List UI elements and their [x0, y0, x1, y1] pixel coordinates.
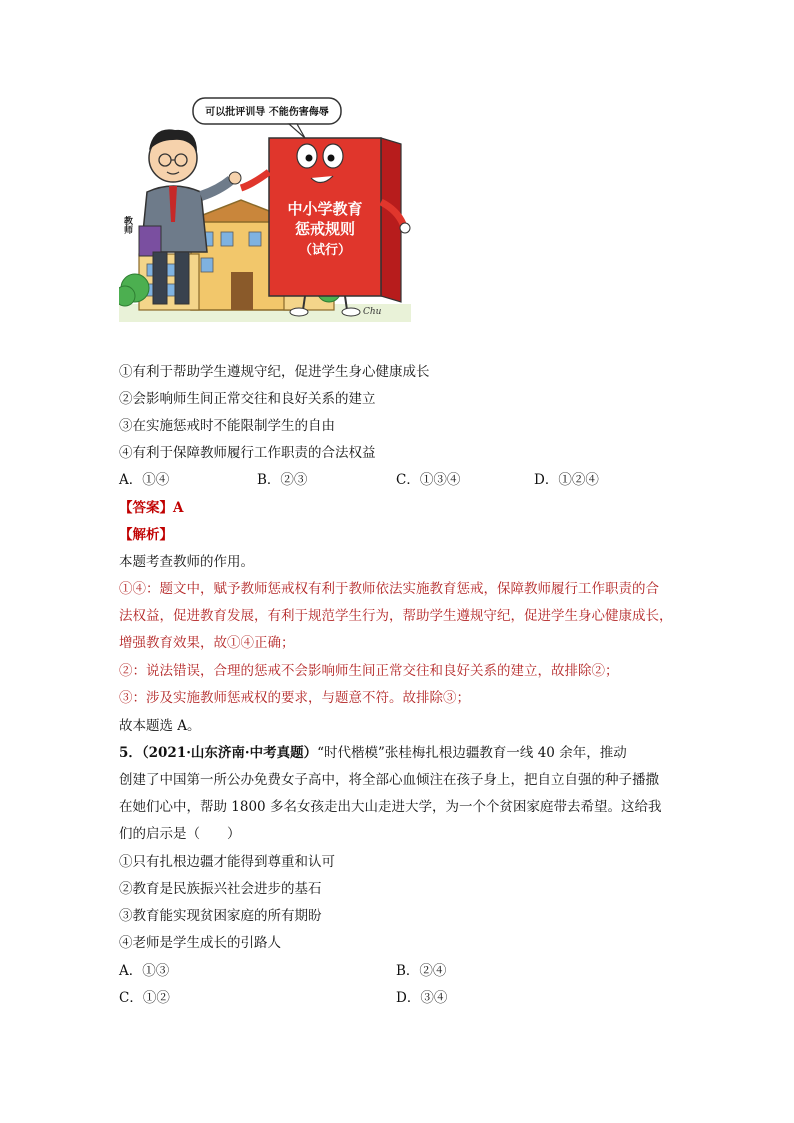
q4-analysis-line-5: ③：涉及实施教师惩戒权的要求，与题意不符。故排除③；	[119, 690, 470, 706]
q5-option-c[interactable]: C．①②	[119, 990, 170, 1006]
cartoon-illustration	[119, 92, 411, 322]
q4-conclusion: 故本题选 A。	[119, 718, 201, 734]
book-title-line-1: 中小学教育	[287, 200, 363, 218]
q4-statement-2: ②会影响师生间正常交往和良好关系的建立	[119, 391, 376, 407]
q5-statement-1: ①只有扎根边疆才能得到尊重和认可	[119, 854, 335, 870]
q5-option-d[interactable]: D．③④	[396, 990, 448, 1006]
q4-statement-1: ①有利于帮助学生遵规守纪，促进学生身心健康成长	[119, 364, 430, 380]
q4-analysis-intro: 本题考查教师的作用。	[119, 554, 254, 570]
q5-option-a[interactable]: A．①③	[119, 963, 170, 979]
q5-stem-line-1	[119, 743, 627, 763]
book-title-line-2: 惩戒规则	[294, 220, 356, 238]
q5-source: 5．（2021·山东济南·中考真题）	[119, 745, 318, 761]
teacher-label: 教师	[122, 216, 132, 234]
q5-stem-start: “时代楷模”张桂梅扎根边疆教育一线 40 余年，推动	[317, 745, 627, 761]
q4-analysis-line-2: 法权益，促进教育发展，有利于规范学生行为，帮助学生遵规守纪，促进学生身心健康成长，	[119, 608, 673, 624]
speech-bubble-text: 可以批评训导 不能伤害侮辱	[205, 107, 329, 118]
q4-analysis-line-1: ①④：题文中，赋予教师惩戒权有利于教师依法实施教育惩戒，保障教师履行工作职责的合	[119, 581, 659, 597]
q5-statement-2: ②教育是民族振兴社会进步的基石	[119, 881, 322, 897]
book-title-line-3: （试行）	[298, 243, 352, 258]
q4-option-d[interactable]: D．①②④	[534, 472, 599, 488]
artist-signature: Chu	[363, 307, 382, 317]
q4-option-b[interactable]: B．②③	[257, 472, 308, 488]
q5-statement-3: ③教育能实现贫困家庭的所有期盼	[119, 908, 322, 924]
q4-analysis-line-3: 增强教育效果，故①④正确；	[119, 635, 295, 651]
q5-stem-line-4: 们的启示是（ ）	[119, 826, 241, 842]
q4-answer: 【答案】A	[119, 500, 184, 516]
q4-analysis-heading: 【解析】	[119, 527, 173, 543]
q5-stem-line-2: 创建了中国第一所公办免费女子高中，将全部心血倾注在孩子身上，把自立自强的种子播撒	[119, 772, 659, 788]
q4-statement-3: ③在实施惩戒时不能限制学生的自由	[119, 418, 335, 434]
q5-option-b[interactable]: B．②④	[396, 963, 447, 979]
q4-analysis-line-4: ②：说法错误，合理的惩戒不会影响师生间正常交往和良好关系的建立，故排除②；	[119, 663, 619, 679]
q5-statement-4: ④老师是学生成长的引路人	[119, 935, 281, 951]
q4-statement-4: ④有利于保障教师履行工作职责的合法权益	[119, 445, 376, 461]
q4-option-a[interactable]: A．①④	[119, 472, 170, 488]
q5-stem-line-3: 在她们心中，帮助 1800 多名女孩走出大山走进大学，为一个个贫困家庭带去希望。这给我	[119, 799, 662, 815]
q4-option-c[interactable]: C．①③④	[396, 472, 461, 488]
speech-bubble	[193, 98, 341, 138]
